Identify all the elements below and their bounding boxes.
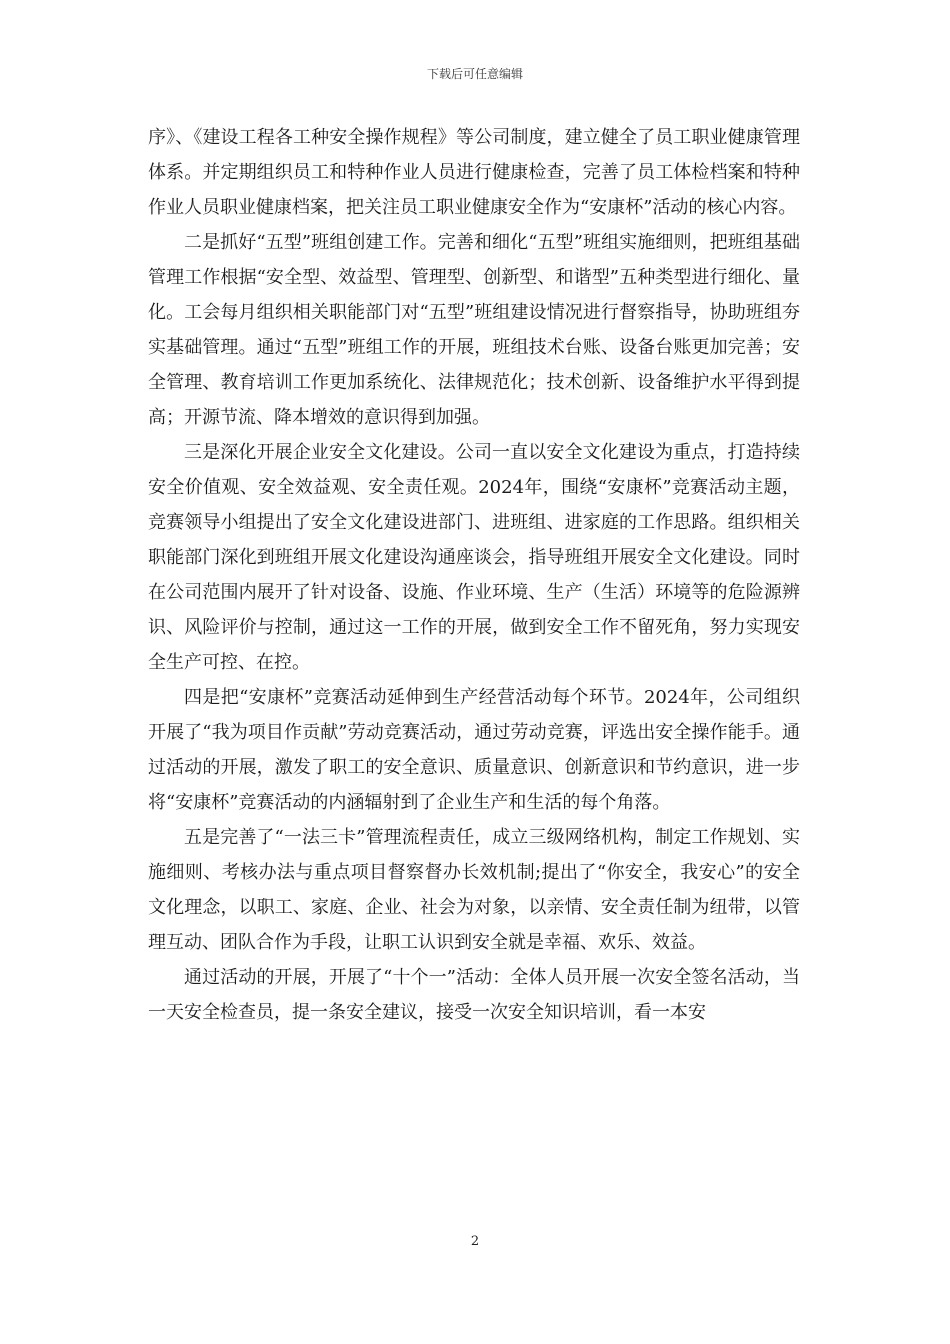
page-number: 2: [470, 1234, 480, 1249]
paragraph-activities: 通过活动的开展，开展了“十个一”活动：全体人员开展一次安全签名活动，当一天安全检查员，提一条安全建议，接受一次安全知识培训，看一本安: [148, 967, 800, 1023]
page-header: 下载后可任意编辑: [426, 67, 523, 81]
paragraph-point-three: 三是深化开展企业安全文化建设。公司一直以安全文化建设为重点，打造持续安全价值观、安全效益观、安全责任观。2024年，围绕“安康杯”竞赛活动主题，竞赛领导小组提出了安全文化建设进部门、进班组、进家庭的工作思路。组织相关职能部门深化到班组开展文化建设沟通座谈会，指导班组开展安全文化建设。同时在公司范围内展开了针对设备、设施、作业环境、生产（生活）环境等的危险源辨识、风险评价与控制，通过这一工作的开展，做到安全工作不留死角，努力实现安全生产可控、在控。: [148, 442, 800, 673]
paragraph-point-five: 五是完善了“一法三卡”管理流程责任，成立三级网络机构，制定工作规划、实施细则、考核办法与重点项目督察督办长效机制;提出了“你安全，我安心”的安全文化理念，以职工、家庭、企业、社会为对象，以亲情、安全责任制为纽带，以管理互动、团队合作为手段，让职工认识到安全就是幸福、欢乐、效益。: [148, 827, 800, 953]
paragraph-point-four: 四是把“安康杯”竞赛活动延伸到生产经营活动每个环节。2024年，公司组织开展了“我为项目作贡献”劳动竞赛活动，通过劳动竞赛，评选出安全操作能手。通过活动的开展，激发了职工的安全意识、质量意识、创新意识和节约意识，进一步将“安康杯”竞赛活动的内涵辐射到了企业生产和生活的每个角落。: [148, 687, 800, 813]
paragraph-continuation: 序》、《建设工程各工种安全操作规程》等公司制度，建立健全了员工职业健康管理体系。并定期组织员工和特种作业人员进行健康检查，完善了员工体检档案和特种作业人员职业健康档案，把关注员工职业健康安全作为“安康杯”活动的核心内容。: [148, 127, 800, 218]
paragraph-point-two: 二是抓好“五型”班组创建工作。完善和细化“五型”班组实施细则，把班组基础管理工作根据“安全型、效益型、管理型、创新型、和谐型”五种类型进行细化、量化。工会每月组织相关职能部门对“五型”班组建设情况进行督察指导，协助班组夯实基础管理。通过“五型”班组工作的开展，班组技术台账、设备台账更加完善；安全管理、教育培训工作更加系统化、法律规范化；技术创新、设备维护水平得到提高；开源节流、降本增效的意识得到加强。: [148, 232, 800, 428]
document-body: [148, 120, 800, 1030]
